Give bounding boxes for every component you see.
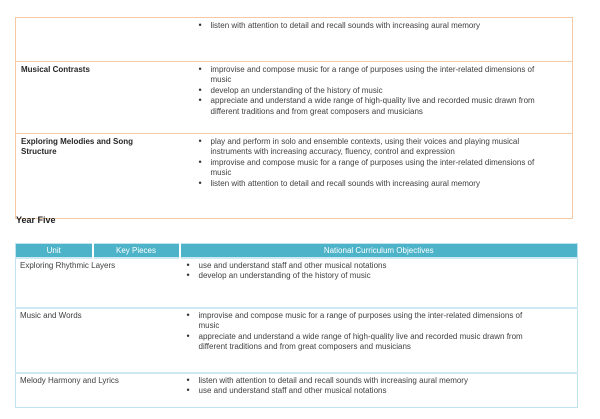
objectives-cell: [180, 373, 578, 408]
objective-item: • improvise and compose music for a range of purposes using the inter-related dimensions of music: [198, 158, 554, 179]
objectives-cell: [192, 134, 573, 219]
table-row: [16, 134, 573, 219]
objectives-list: [192, 137, 555, 189]
objective-item: • listen with attention to detail and recall sounds with increasing aural memory: [198, 179, 554, 189]
unit-cell: [16, 18, 192, 62]
column-header-national-curriculum-objectives: National Curriculum Objectives: [180, 244, 578, 259]
objective-item: • use and understand staff and other musical notations: [186, 261, 538, 271]
continued-curriculum-table: [15, 17, 573, 219]
section-heading-year-five: Year Five: [16, 215, 56, 225]
objectives-list: [192, 65, 555, 117]
table-row: [16, 308, 578, 373]
unit-cell: Music and Words: [16, 308, 180, 373]
objectives-list: [180, 376, 538, 397]
column-header-unit: Unit: [16, 244, 93, 259]
objective-item: • use and understand staff and other musical notations: [186, 386, 538, 396]
objectives-cell: [192, 18, 573, 62]
objective-item: • appreciate and understand a wide range of high-quality live and recorded music drawn from different traditions and from great composers and musicians: [198, 96, 554, 117]
objective-item: • develop an understanding of the history of music: [186, 271, 538, 281]
table-row: [16, 62, 573, 134]
objective-item: • improvise and compose music for a range of purposes using the inter-related dimensions of music: [198, 65, 554, 86]
unit-cell: Exploring Rhythmic Layers: [16, 258, 180, 308]
objective-item: • listen with attention to detail and recall sounds with increasing aural memory: [198, 21, 554, 31]
unit-cell: Musical Contrasts: [16, 62, 192, 134]
column-header-key-pieces: Key Pieces: [93, 244, 180, 259]
objective-item: • improvise and compose music for a range of purposes using the inter-related dimensions of music: [186, 311, 538, 332]
objective-item: • appreciate and understand a wide range of high-quality live and recorded music drawn from different traditions and from great composers and musicians: [186, 332, 538, 353]
objectives-list: [180, 261, 538, 282]
unit-cell: Exploring Melodies and Song Structure: [16, 134, 192, 219]
objectives-cell: [180, 258, 578, 308]
year-five-table: [15, 243, 578, 408]
objective-item: • develop an understanding of the history of music: [198, 86, 554, 96]
objectives-cell: [180, 308, 578, 373]
table-row: [16, 18, 573, 62]
objectives-list: [180, 311, 538, 353]
objectives-list: [192, 21, 555, 31]
header-row: [16, 244, 578, 259]
unit-cell: Melody Harmony and Lyrics: [16, 373, 180, 408]
table-row: [16, 258, 578, 308]
objectives-cell: [192, 62, 573, 134]
objective-item: • listen with attention to detail and recall sounds with increasing aural memory: [186, 376, 538, 386]
objective-item: • play and perform in solo and ensemble contexts, using their voices and playing musical instruments with increasing accuracy, fluency, control and expression: [198, 137, 554, 158]
table-row: [16, 373, 578, 408]
